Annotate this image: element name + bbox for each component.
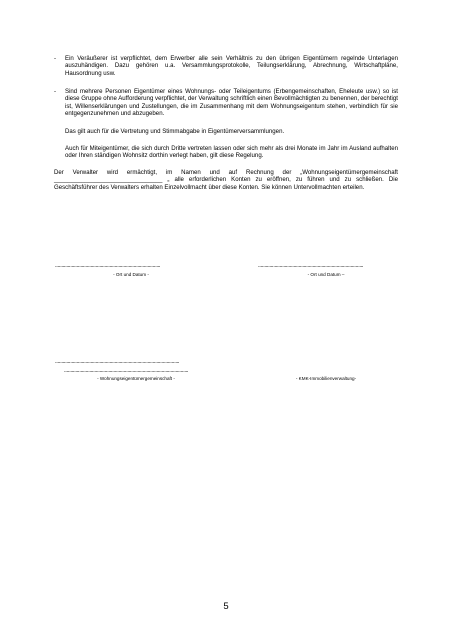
- caption-owners-association: - Wohnungseigentümergemeinschaft -: [97, 376, 175, 381]
- paragraph-authorization: Der Verwalter wird ermächtigt, im Namen und auf Rechnung der „Wohnungseigentümergemeinschaft ________________________________ „ alle erforderlichen Konten zu eröffnen, zu führen und zu schließen. Die Geschäftsführer des Verwalters erhalten Einzelvollmacht über diese Konten. Sie können Untervollmachten erteilen.: [54, 169, 398, 191]
- caption-manager: - KMK-Immobilienverwaltung-: [295, 376, 357, 381]
- bullet-text: Sind mehrere Personen Eigentümer eines Wohnungs- oder Teileigentums (Erbengemeinschaften, Eheleute usw.) so ist diese Gruppe ohne Aufforderung verpflichtet, der Verwaltung schriftlich einen Bevollmächtigten zu benennen, der berechtigt ist, Willenserklärungen und Zustellungen, die im Zusammenhang mit dem Wohnungseigentum stehen, verbindlich für sie entgegenzunehmen und abzugeben.: [65, 88, 398, 118]
- bullet-text: Ein Veräußerer ist verpflichtet, dem Erwerber alle sein Verhältnis zu den übrigen Eigentümern regelnde Unterlagen auszuhändigen. Dazu gehören u.a. Versammlungsprotokolle, Teilungserklärung, Abrechnung, Wirtschaftpläne, Hausordnung usw.: [65, 55, 398, 77]
- list-item: [54, 88, 398, 120]
- signature-line-owners-top: ..................................................................................................: [55, 359, 180, 365]
- caption-place-date-left: - Ort und Datum -: [113, 272, 149, 277]
- signature-line-owners: ..................................................................................................: [64, 368, 189, 374]
- signature-line-place-date-left: ...................................................................................: [55, 263, 161, 269]
- paragraph-abroad: Auch für Miteigentümer, die sich durch Dritte vertreten lassen oder sich mehr als drei Monate im Jahr im Ausland aufhalten oder Ihren ständigen Wohnsitz dorthin verlegt haben, gilt diese Regelung.: [65, 145, 398, 160]
- list-item: [54, 55, 398, 79]
- signature-line-place-date-right: ...................................................................................: [258, 263, 364, 269]
- bullet-dash: -: [54, 55, 57, 62]
- caption-place-date-right: - Ort und Datum –: [307, 272, 345, 277]
- paragraph-representation: Das gilt auch für die Vertretung und Stimmabgabe in Eigentümerversammlungen.: [65, 128, 285, 135]
- page-number: 5: [223, 601, 229, 612]
- bullet-dash: -: [54, 88, 57, 95]
